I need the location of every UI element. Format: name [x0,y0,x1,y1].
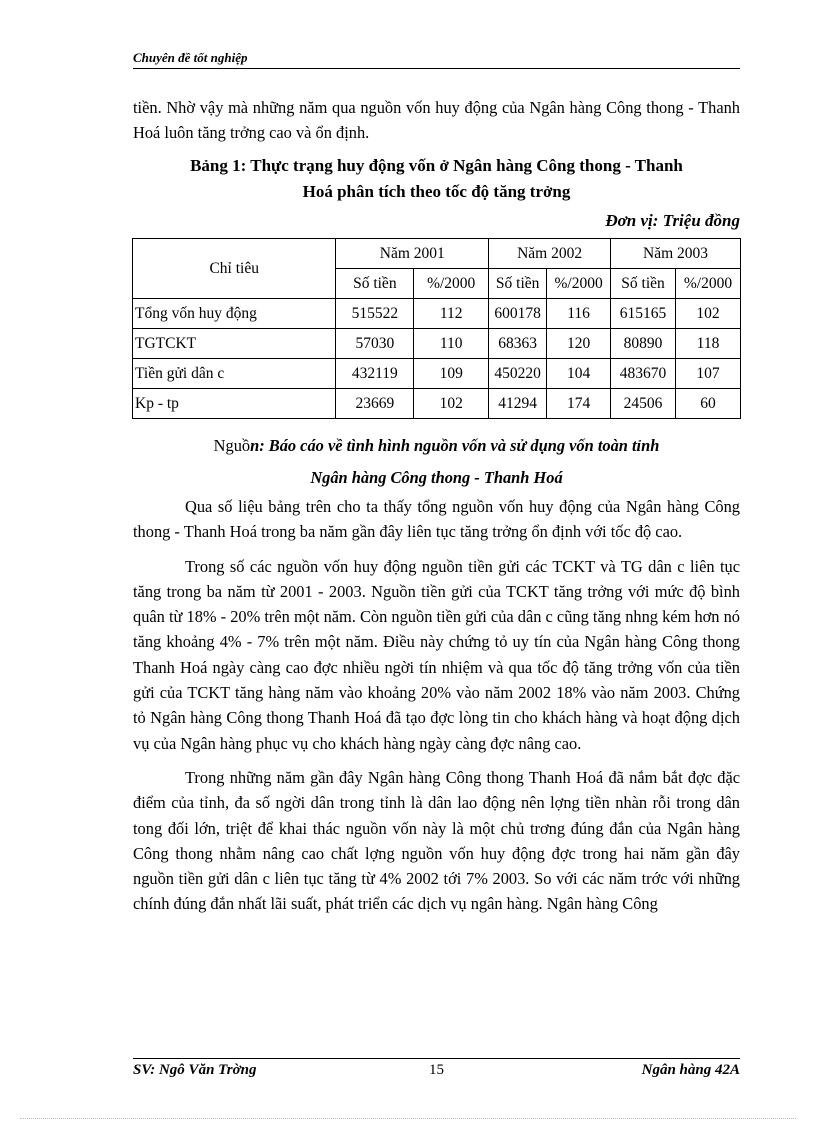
source-line-1 [133,430,740,462]
source-line-2 [133,462,740,494]
table-title-line-2: Hoá phân tích theo tốc độ tăng trởng [302,182,571,201]
paragraph: Trong những năm gần đây Ngân hàng Công thong Thanh Hoá đã nắm bắt đợc đặc điểm của tỉnh, đa số ngời dân trong tỉnh là dân lao động nên lợng tiền nhàn rỗi trong dân tong đối lớn, triệt để khai thác nguồn vốn này là một chủ trơng đúng đắn của Ngân hàng Công thong nhằm nâng cao chất lợng nguồn vốn huy động đợc trong hai năm gần đây nguồn tiền gửi dân c liên tục tăng từ 4% 2002 tới 7% 2003. So với các năm trớc với những chính đúng đắn nhất lãi suất, phát triển các dịch vụ ngân hàng. Ngân hàng Công [133,767,740,914]
page-header [133,50,740,69]
table-title [133,153,740,205]
source-prefix: Nguồ [213,436,251,455]
cell-pct: 118 [676,329,741,359]
cell-value: 483670 [611,359,676,389]
header-year-2001: Năm 2001 [336,239,489,269]
footer-author: SV: Ngô Văn Trờng [133,1062,257,1078]
cell-pct: 102 [414,389,489,419]
analysis-text [133,494,740,917]
table-title-line-1: Bảng 1: Thực trạng huy động vốn ở Ngân hàng Công thong - Thanh [190,156,683,175]
cell-value: 23669 [336,389,414,419]
row-label: TGTCKT [133,329,336,359]
cell-value: 600178 [489,299,547,329]
intro-paragraph: tiền. Nhờ vậy mà những năm qua nguồn vốn huy động của Ngân hàng Công thong - Thanh Hoá luôn tăng trởng cao và ổn định. [133,98,740,143]
subheader-amount: Số tiền [611,269,676,299]
table-row [133,389,741,419]
table-source [133,430,740,494]
source-text: n: Báo cáo về tình hình nguồn vốn và sử dụng vốn toàn tỉnh [250,436,660,455]
cell-value: 57030 [336,329,414,359]
source-text-2: Ngân hàng Công thong - Thanh Hoá [310,468,563,487]
cell-value: 515522 [336,299,414,329]
cell-value: 450220 [489,359,547,389]
row-label: Kp - tp [133,389,336,419]
subheader-pct: %/2000 [547,269,611,299]
cell-value: 432119 [336,359,414,389]
cell-value: 80890 [611,329,676,359]
cell-pct: 112 [414,299,489,329]
row-label: Tiền gửi dân c [133,359,336,389]
cell-pct: 60 [676,389,741,419]
header-indicator: Chỉ tiêu [133,239,336,299]
subheader-pct: %/2000 [676,269,741,299]
capital-mobilization-table [132,238,741,419]
subheader-amount: Số tiền [336,269,414,299]
paragraph: Qua số liệu bảng trên cho ta thấy tổng nguồn vốn huy động của Ngân hàng Công thong - Thanh Hoá trong ba năm gần đây liên tục tăng trởng ổn định với tốc độ cao. [133,497,740,542]
cell-pct: 116 [547,299,611,329]
cell-value: 615165 [611,299,676,329]
page-edge-divider [20,1118,796,1119]
subheader-pct: %/2000 [414,269,489,299]
cell-pct: 102 [676,299,741,329]
subheader-amount: Số tiền [489,269,547,299]
page-footer [133,1058,740,1084]
footer-class: Ngân hàng 42A [641,1062,740,1078]
cell-pct: 109 [414,359,489,389]
cell-pct: 107 [676,359,741,389]
table-row [133,359,741,389]
unit-label: Đơn vị: Triệu đồng [605,211,740,230]
cell-value: 41294 [489,389,547,419]
page-number: 15 [429,1062,444,1078]
header-title: Chuyên đề tốt nghiệp [133,50,248,65]
cell-pct: 120 [547,329,611,359]
row-label: Tổng vốn huy động [133,299,336,329]
table-header-row [133,239,741,269]
cell-pct: 174 [547,389,611,419]
intro-text [133,95,740,146]
cell-pct: 104 [547,359,611,389]
paragraph: Trong số các nguồn vốn huy động nguồn tiền gửi các TCKT và TG dân c liên tục tăng trong ba năm từ 2001 - 2003. Nguồn tiền gửi của TCKT tăng trởng với mức độ bình quân từ 18% - 20% trên một năm. Còn nguồn tiền gửi của dân c cũng tăng nhng kém hơn nó tăng khoảng 4% - 7% trên một năm. Điều này chứng tỏ uy tín của Ngân hàng Công thong Thanh Hoá ngày càng cao đợc nhiều ngời tín nhiệm và qua tốc độ tăng trởng vốn của tiền gửi của TCKT tăng hàng năm vào khoảng 20% vào năm 2002 18% vào năm 2003. Chứng tỏ Ngân hàng Công thong Thanh Hoá đã tạo đợc lòng tin cho khách hàng và hoạt động dịch vụ của Ngân hàng phục vụ cho khách hàng ngày càng đợc nâng cao. [133,556,740,753]
table-row [133,329,741,359]
header-year-2003: Năm 2003 [611,239,741,269]
cell-value: 24506 [611,389,676,419]
cell-value: 68363 [489,329,547,359]
cell-pct: 110 [414,329,489,359]
table-row [133,299,741,329]
header-year-2002: Năm 2002 [489,239,611,269]
